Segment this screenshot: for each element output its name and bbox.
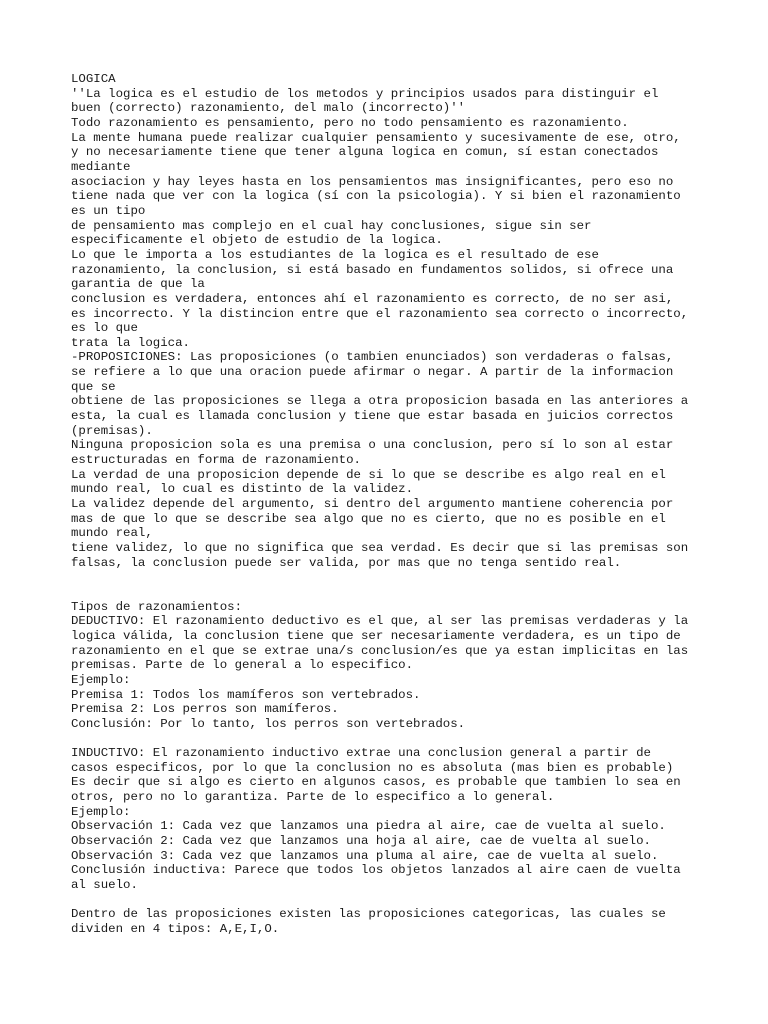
text-line: Es decir que si algo es cierto en algunos casos, es probable que tambien lo sea en bbox=[71, 775, 681, 790]
text-line: buen (correcto) razonamiento, del malo (incorrecto)'' bbox=[71, 101, 466, 116]
text-line: ''La logica es el estudio de los metodos y principios usados para distinguir el bbox=[71, 86, 659, 101]
text-line bbox=[71, 570, 701, 585]
text-line: Conclusión inductiva: Parece que todos los objetos lanzados al aire caen de vuelta bbox=[71, 863, 681, 878]
text-line: falsas, la conclusion puede ser valida, por mas que no tenga sentido real. bbox=[71, 555, 622, 570]
text-line: Observación 3: Cada vez que lanzamos una pluma al aire, cae de vuelta al suelo. bbox=[71, 848, 659, 863]
text-line: al suelo. bbox=[71, 878, 138, 893]
text-line: La verdad de una proposicion depende de si lo que se describe es algo real en el bbox=[71, 467, 666, 482]
text-line: se refiere a lo que una oracion puede afirmar o negar. A partir de la informacion bbox=[71, 365, 674, 380]
text-line: logica válida, la conclusion tiene que ser necesariamente verdadera, es un tipo de bbox=[71, 628, 681, 643]
text-line: mediante bbox=[71, 159, 131, 174]
text-line: Lo que le importa a los estudiantes de la logica es el resultado de ese bbox=[71, 247, 599, 262]
text-line bbox=[71, 732, 701, 747]
text-line: razonamiento, la conclusion, si está basado en fundamentos solidos, si ofrece una bbox=[71, 262, 674, 277]
text-line: -PROPOSICIONES: Las proposiciones (o tambien enunciados) son verdaderas o falsas, bbox=[71, 350, 674, 365]
text-line: Observación 2: Cada vez que lanzamos una hoja al aire, cae de vuelta al suelo. bbox=[71, 834, 651, 849]
text-line: que se bbox=[71, 379, 116, 394]
text-line: garantia de que la bbox=[71, 277, 205, 292]
text-line bbox=[71, 585, 701, 600]
text-line: mundo real, bbox=[71, 526, 153, 541]
text-line: La mente humana puede realizar cualquier pensamiento y sucesivamente de ese, otro, bbox=[71, 130, 681, 145]
text-line: razonamiento en el que se extrae una/s conclusion/es que ya estan implicitas en las bbox=[71, 643, 689, 658]
text-line bbox=[71, 893, 701, 908]
text-line: trata la logica. bbox=[71, 335, 190, 350]
text-line: Premisa 1: Todos los mamíferos son vertebrados. bbox=[71, 687, 421, 702]
text-line: casos especificos, por lo que la conclusion no es absoluta (mas bien es probable) bbox=[71, 760, 674, 775]
text-line: de pensamiento mas complejo en el cual hay conclusiones, sigue sin ser bbox=[71, 218, 592, 233]
text-line: es lo que bbox=[71, 321, 138, 336]
text-line: DEDUCTIVO: El razonamiento deductivo es el que, al ser las premisas verdaderas y la bbox=[71, 614, 689, 629]
text-line: es un tipo bbox=[71, 203, 146, 218]
text-line: otros, pero no lo garantiza. Parte de lo especifico a lo general. bbox=[71, 790, 555, 805]
text-line: obtiene de las proposiciones se llega a otra proposicion basada en las anteriores a bbox=[71, 394, 689, 409]
text-line: Conclusión: Por lo tanto, los perros son vertebrados. bbox=[71, 716, 466, 731]
text-line: Ninguna proposicion sola es una premisa o una conclusion, pero sí lo son al estar bbox=[71, 438, 674, 453]
text-line: estructuradas en forma de razonamiento. bbox=[71, 453, 361, 468]
text-line: esta, la cual es llamada conclusion y tiene que estar basada en juicios correctos bbox=[71, 409, 674, 424]
text-line: Premisa 2: Los perros son mamíferos. bbox=[71, 702, 339, 717]
text-line: asociacion y hay leyes hasta en los pensamientos mas insignificantes, pero eso no bbox=[71, 174, 674, 189]
text-line: Observación 1: Cada vez que lanzamos una piedra al aire, cae de vuelta al suelo. bbox=[71, 819, 666, 834]
text-line: INDUCTIVO: El razonamiento inductivo extrae una conclusion general a partir de bbox=[71, 746, 651, 761]
text-line: y no necesariamente tiene que tener alguna logica en comun, sí estan conectados bbox=[71, 145, 659, 160]
text-line: mundo real, lo cual es distinto de la validez. bbox=[71, 482, 414, 497]
text-line: Todo razonamiento es pensamiento, pero no todo pensamiento es razonamiento. bbox=[71, 115, 629, 130]
text-line: (premisas). bbox=[71, 423, 153, 438]
text-line: es incorrecto. Y la distincion entre que el razonamiento sea correcto o incorrecto, bbox=[71, 306, 689, 321]
text-line: Tipos de razonamientos: bbox=[71, 599, 243, 614]
text-line: Ejemplo: bbox=[71, 804, 131, 819]
text-line: tiene validez, lo que no significa que sea verdad. Es decir que si las premisas son bbox=[71, 541, 689, 555]
text-line: conclusion es verdadera, entonces ahí el razonamiento es correcto, de no ser asi, bbox=[71, 291, 674, 306]
document-page bbox=[71, 72, 701, 937]
text-line: dividen en 4 tipos: A,E,I,O. bbox=[71, 922, 280, 936]
text-line: La validez depende del argumento, si dentro del argumento mantiene coherencia por bbox=[71, 497, 674, 512]
text-line: Dentro de las proposiciones existen las proposiciones categoricas, las cuales se bbox=[71, 907, 666, 922]
text-line: premisas. Parte de lo general a lo especifico. bbox=[71, 658, 414, 673]
text-line: tiene nada que ver con la logica (sí con la psicologia). Y si bien el razonamiento bbox=[71, 189, 681, 204]
text-line: mas de que lo que se describe sea algo que no es cierto, que no es posible en el bbox=[71, 511, 666, 526]
text-line: especificamente el objeto de estudio de la logica. bbox=[71, 233, 443, 248]
document-title: LOGICA bbox=[71, 72, 116, 86]
text-line: Ejemplo: bbox=[71, 672, 131, 687]
